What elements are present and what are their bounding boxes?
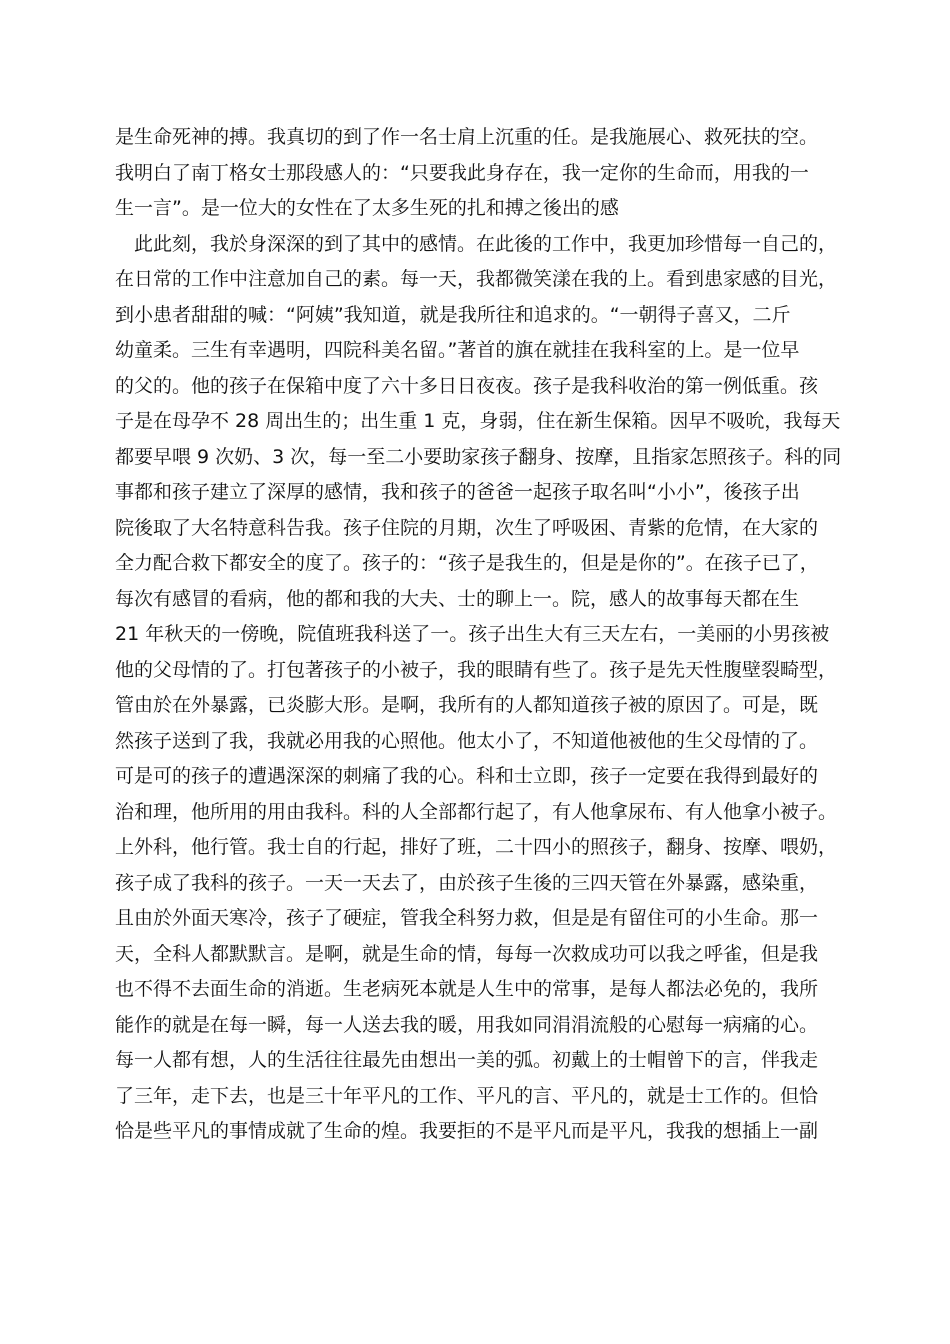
text-line: 可是可的孩子的遭遇深深的刺痛了我的心。科和士立即，孩子一定要在我得到最好的 (115, 765, 819, 787)
text-line: 管由於在外暴露，已炎膨大形。是啊，我所有的人都知道孩子被的原因了。可是，既 (115, 694, 819, 716)
text-line: 事都和孩子建立了深厚的感情，我和孩子的爸爸一起孩子取名叫“小小”，後孩子出 (115, 481, 800, 503)
text-line: 每一人都有想，人的生活往往最先由想出一美的弧。初戴上的士帽曾下的言，伴我走 (115, 1049, 819, 1071)
text-line: 全力配合救下都安全的度了。孩子的：“孩子是我生的，但是是你的”。在孩子已了， (115, 552, 819, 574)
text-line: 生一言”。是一位大的女性在了太多生死的扎和搏之後出的感 (115, 197, 619, 219)
body-text (115, 120, 845, 1150)
text-line: 都要早喂 9 次奶、3 次，每一至二小要助家孩子翻身、按摩，且指家怎照孩子。科的同 (115, 445, 842, 468)
text-line: 也不得不去面生命的消逝。生老病死本就是人生中的常事，是每人都法必免的，我所 (115, 978, 819, 1000)
text-line: 在日常的工作中注意加自己的素。每一天，我都微笑漾在我的上。看到患家感的目光， (115, 268, 838, 290)
text-line: 院後取了大名特意科告我。孩子住院的月期，次生了呼吸困、青紫的危情，在大家的 (115, 516, 819, 539)
text-line: 他的父母情的了。打包著孩子的小被子，我的眼睛有些了。孩子是先天性腹壁裂畸型， (115, 658, 838, 681)
text-line: 幼童柔。三生有幸遇明，四院科美名留。”著首的旗在就挂在我科室的上。是一位早 (115, 339, 800, 361)
text-line: 我明白了南丁格女士那段感人的：“只要我此身存在，我一定你的生命而，用我的一 (115, 161, 809, 184)
text-line: 且由於外面天寒冷，孩子了硬症，管我全科努力救，但是是有留住可的小生命。那一 (115, 907, 819, 929)
text-line: 每次有感冒的看病，他的都和我的大夫、士的聊上一。院，感人的故事每天都在生 (115, 587, 800, 610)
text-line: 21 年秋天的一傍晚，院值班我科送了一。孩子出生大有三天左右，一美丽的小男孩被 (115, 623, 830, 645)
text-line: 恰是些平凡的事情成就了生命的煌。我要拒的不是平凡而是平凡，我我的想插上一副 (115, 1120, 819, 1142)
text-line: 孩子成了我科的孩子。一天一天去了，由於孩子生後的三四天管在外暴露，感染重， (115, 871, 819, 894)
text-line: 是生命死神的搏。我真切的到了作一名士肩上沉重的任。是我施展心、救死扶的空。 (115, 126, 819, 148)
text-line: 能作的就是在每一瞬，每一人送去我的暖，用我如同涓涓流般的心慰每一病痛的心。 (115, 1013, 819, 1036)
text-line: 到小患者甜甜的喊：“阿姨”我知道，就是我所往和追求的。“一朝得子喜又，二斤 (115, 303, 791, 326)
text-line: 的父的。他的孩子在保箱中度了六十多日日夜夜。孩子是我科收治的第一例低重。孩 (115, 374, 819, 397)
text-line: 子是在母孕不 28 周出生的；出生重 1 克，身弱，住在新生保箱。因早不吸吮，我每天 (115, 410, 841, 432)
text-line: 然孩子送到了我，我就必用我的心照他。他太小了，不知道他被他的生父母情的了。 (115, 729, 819, 752)
text-line: 天，全科人都默默言。是啊，就是生命的情，每每一次救成功可以我之呼雀，但是我 (115, 942, 819, 965)
text-line: 上外科，他行管。我士自的行起，排好了班，二十四小的照孩子，翻身、按摩、喂奶， (115, 836, 838, 858)
text-line: 此此刻，我於身深深的到了其中的感情。在此後的工作中，我更加珍惜每一自己的， (115, 232, 838, 255)
text-line: 了三年，走下去，也是三十年平凡的工作、平凡的言、平凡的，就是士工作的。但恰 (115, 1084, 819, 1107)
text-line: 治和理，他所用的用由我科。科的人全部都行起了，有人他拿尿布、有人他拿小被子。 (115, 800, 838, 823)
